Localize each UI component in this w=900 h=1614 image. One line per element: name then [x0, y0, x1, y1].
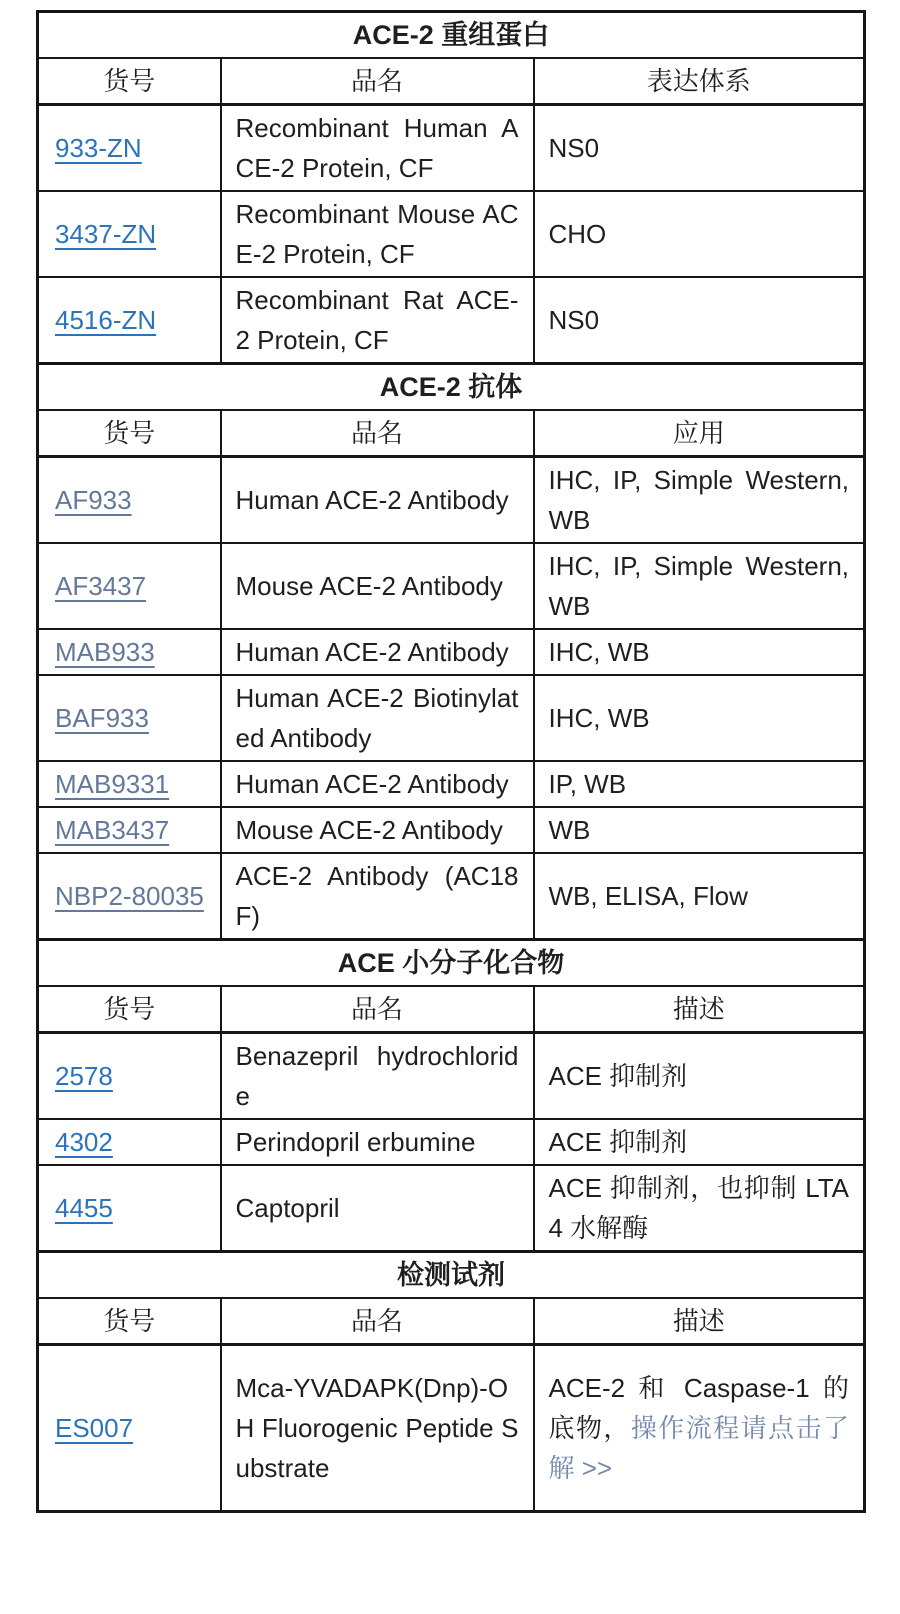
section-header-row — [38, 12, 865, 59]
table-row — [38, 629, 865, 675]
catalog-link[interactable]: NBP2-80035 — [55, 881, 204, 911]
col-header-catalog: 货号 — [38, 1298, 221, 1345]
col-header-description: 描述 — [534, 1298, 865, 1345]
section-title: ACE-2 抗体 — [38, 364, 865, 411]
expression-system: NS0 — [534, 277, 865, 364]
catalog-link[interactable]: MAB9331 — [55, 769, 170, 799]
table-row — [38, 675, 865, 761]
table-row — [38, 1345, 865, 1512]
catalog-link[interactable]: BAF933 — [55, 703, 149, 733]
table-row — [38, 277, 865, 364]
column-header-row — [38, 58, 865, 105]
col-header-name: 品名 — [221, 58, 534, 105]
product-name: Human ACE-2 Antibody — [221, 457, 534, 544]
table-row — [38, 543, 865, 629]
col-header-name: 品名 — [221, 410, 534, 457]
product-name: Mouse ACE-2 Antibody — [221, 807, 534, 853]
col-header-catalog: 货号 — [38, 410, 221, 457]
application: IHC, WB — [534, 675, 865, 761]
catalog-link[interactable]: ES007 — [55, 1413, 134, 1443]
product-name: Captopril — [221, 1165, 534, 1252]
table-row — [38, 1119, 865, 1165]
section-title: ACE-2 重组蛋白 — [38, 12, 865, 59]
product-name: Recombinant Rat ACE-2 Protein, CF — [221, 277, 534, 364]
table-row — [38, 1165, 865, 1252]
product-name: Human ACE-2 Biotinylated Antibody — [221, 675, 534, 761]
description — [534, 1345, 865, 1512]
catalog-link[interactable]: AF3437 — [55, 571, 147, 601]
application: IHC, IP, Simple Western, WB — [534, 543, 865, 629]
table-row — [38, 761, 865, 807]
table-row — [38, 1033, 865, 1120]
section-title: 检测试剂 — [38, 1252, 865, 1299]
table-row — [38, 105, 865, 192]
col-header-application: 应用 — [534, 410, 865, 457]
catalog-link[interactable]: 4455 — [55, 1193, 113, 1223]
product-name: Mouse ACE-2 Antibody — [221, 543, 534, 629]
description: ACE 抑制剂 — [534, 1033, 865, 1120]
section-header-row — [38, 940, 865, 987]
catalog-link[interactable]: 933-ZN — [55, 133, 142, 163]
protocol-link[interactable]: 操作流程请点击了解 >> — [548, 1413, 849, 1483]
col-header-catalog: 货号 — [38, 58, 221, 105]
col-header-name: 品名 — [221, 1298, 534, 1345]
column-header-row — [38, 410, 865, 457]
catalog-link[interactable]: 4516-ZN — [55, 305, 157, 335]
product-name: Recombinant Human ACE-2 Protein, CF — [221, 105, 534, 192]
description: ACE 抑制剂 — [534, 1119, 865, 1165]
col-header-description: 描述 — [534, 986, 865, 1033]
application: IP, WB — [534, 761, 865, 807]
column-header-row — [38, 986, 865, 1033]
table-row — [38, 807, 865, 853]
expression-system: NS0 — [534, 105, 865, 192]
table-row — [38, 191, 865, 277]
col-header-catalog: 货号 — [38, 986, 221, 1033]
catalog-link[interactable]: 4302 — [55, 1127, 113, 1157]
product-name: Recombinant Mouse ACE-2 Protein, CF — [221, 191, 534, 277]
table-row — [38, 853, 865, 940]
expression-system: CHO — [534, 191, 865, 277]
application: WB, ELISA, Flow — [534, 853, 865, 940]
catalog-link[interactable]: 2578 — [55, 1061, 113, 1091]
catalog-link[interactable]: MAB3437 — [55, 815, 170, 845]
product-name: Benazepril hydrochloride — [221, 1033, 534, 1120]
section-header-row — [38, 364, 865, 411]
product-name: Perindopril erbumine — [221, 1119, 534, 1165]
section-header-row — [38, 1252, 865, 1299]
description: ACE 抑制剂，也抑制 LTA4 水解酶 — [534, 1165, 865, 1252]
product-name: Human ACE-2 Antibody — [221, 629, 534, 675]
section-title: ACE 小分子化合物 — [38, 940, 865, 987]
catalog-link[interactable]: 3437-ZN — [55, 219, 157, 249]
table-row — [38, 457, 865, 544]
application: IHC, WB — [534, 629, 865, 675]
product-table — [36, 10, 866, 1513]
col-header-expression-system: 表达体系 — [534, 58, 865, 105]
column-header-row — [38, 1298, 865, 1345]
product-name: Mca-YVADAPK(Dnp)-OH Fluorogenic Peptide Substrate — [221, 1345, 534, 1512]
description-text: ACE-2 和 Caspase-1 的底物， — [548, 1373, 850, 1443]
application: IHC, IP, Simple Western, WB — [534, 457, 865, 544]
application: WB — [534, 807, 865, 853]
catalog-link[interactable]: AF933 — [55, 485, 132, 515]
product-name: ACE-2 Antibody (AC18F) — [221, 853, 534, 940]
product-name: Human ACE-2 Antibody — [221, 761, 534, 807]
catalog-link[interactable]: MAB933 — [55, 637, 155, 667]
col-header-name: 品名 — [221, 986, 534, 1033]
